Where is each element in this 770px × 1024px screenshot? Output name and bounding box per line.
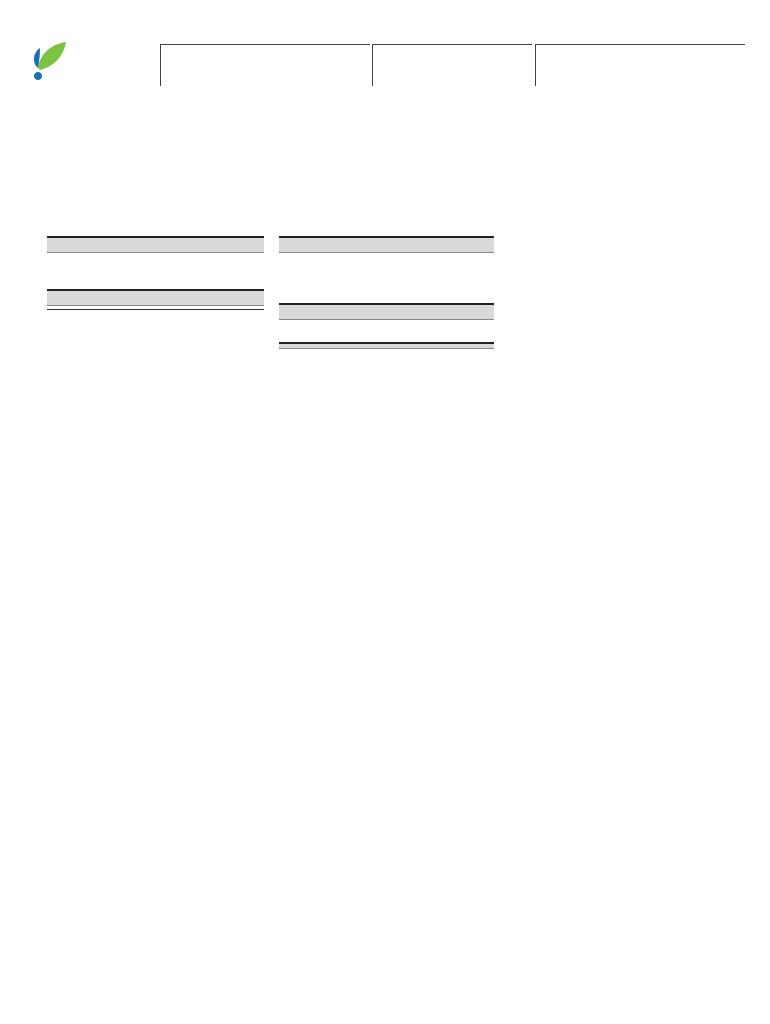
column-english-math (47, 236, 264, 310)
section-header (47, 236, 264, 253)
spacer (279, 289, 494, 303)
spacer (47, 277, 264, 289)
grades-label (372, 44, 532, 86)
subsection-label (279, 277, 494, 289)
hcps-logo (30, 38, 150, 94)
subsection-label (47, 265, 264, 277)
section-header (279, 342, 494, 349)
spacer (279, 332, 494, 342)
subsection-label (279, 253, 494, 265)
leaf-logo-icon (30, 38, 150, 94)
intro-paragraph (46, 164, 746, 178)
course-selection-title (535, 44, 745, 86)
column-bottom-rule (47, 309, 264, 310)
course-row (279, 349, 494, 387)
section-header (279, 303, 494, 320)
subsection-label (279, 265, 494, 277)
section-header (47, 289, 264, 306)
subsection-label (279, 320, 494, 332)
section-header (279, 236, 494, 253)
school-name (160, 44, 370, 86)
column-science-ag (279, 236, 494, 387)
subsection-label (47, 253, 264, 265)
